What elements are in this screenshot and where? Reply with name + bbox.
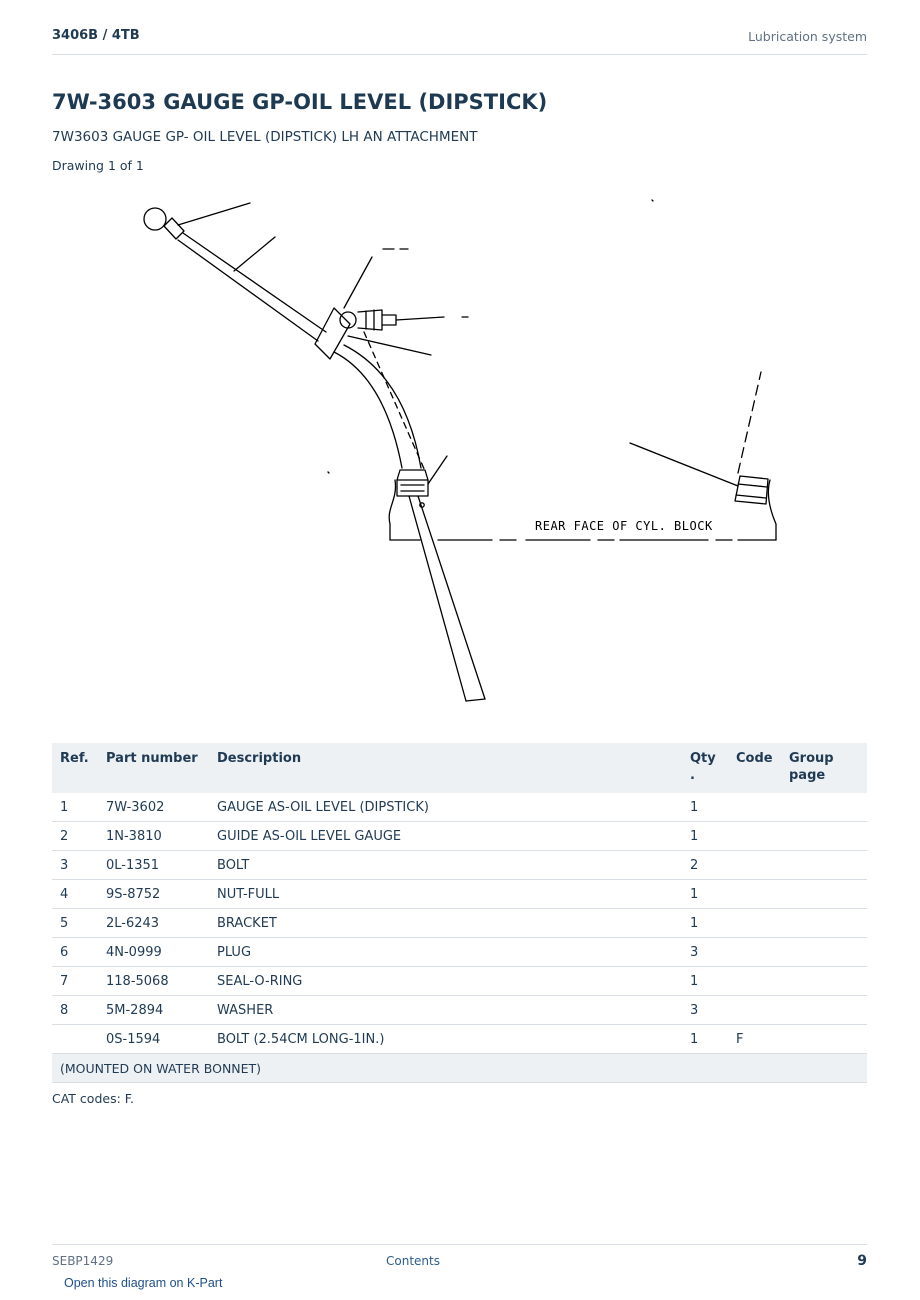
table-row — [52, 851, 867, 880]
row-code — [728, 880, 781, 909]
header-code: Code — [728, 743, 781, 793]
model-label: 3406B / 4TB — [52, 28, 140, 43]
section-label: Lubrication system — [748, 29, 867, 44]
row-group-page — [781, 851, 867, 880]
page-footer — [52, 1244, 867, 1275]
row-qty: 3 — [682, 938, 728, 967]
row-code — [728, 851, 781, 880]
row-qty: 3 — [682, 996, 728, 1025]
document-id: SEBP1429 — [52, 1254, 114, 1268]
row-ref: 8 — [52, 996, 98, 1025]
row-part-number: 5M-2894 — [98, 996, 209, 1025]
row-code — [728, 967, 781, 996]
row-qty: 1 — [682, 793, 728, 822]
row-part-number: 4N-0999 — [98, 938, 209, 967]
page-header — [52, 28, 867, 55]
row-code — [728, 938, 781, 967]
row-description: PLUG — [209, 938, 682, 967]
row-group-page — [781, 909, 867, 938]
right-plug — [735, 476, 768, 504]
header-description: Description — [209, 743, 682, 793]
row-group-page — [781, 880, 867, 909]
table-row — [52, 793, 867, 822]
cat-codes-note: CAT codes: F. — [52, 1091, 134, 1106]
page-number: 9 — [857, 1253, 867, 1269]
row-description: GAUGE AS-OIL LEVEL (DIPSTICK) — [209, 793, 682, 822]
row-part-number: 7W-3602 — [98, 793, 209, 822]
row-code — [728, 793, 781, 822]
row-part-number: 9S-8752 — [98, 880, 209, 909]
row-description: GUIDE AS-OIL LEVEL GAUGE — [209, 822, 682, 851]
row-ref: 2 — [52, 822, 98, 851]
dipstick-ferrule — [164, 218, 184, 239]
drawing-count: Drawing 1 of 1 — [52, 158, 144, 173]
row-group-page — [781, 996, 867, 1025]
row-part-number: 0S-1594 — [98, 1025, 209, 1054]
row-group-page — [781, 938, 867, 967]
table-row — [52, 880, 867, 909]
row-group-page — [781, 1025, 867, 1054]
row-group-page — [781, 967, 867, 996]
row-description: BOLT (2.54CM LONG-1IN.) — [209, 1025, 682, 1054]
page-subtitle: 7W3603 GAUGE GP- OIL LEVEL (DIPSTICK) LH AN ATTACHMENT — [52, 129, 478, 145]
row-part-number: 118-5068 — [98, 967, 209, 996]
row-description: WASHER — [209, 996, 682, 1025]
kpart-diagram-link[interactable]: Open this diagram on K-Part — [64, 1276, 223, 1290]
row-ref: 7 — [52, 967, 98, 996]
parts-table-header — [52, 743, 867, 793]
header-group-page: Group page — [781, 743, 867, 793]
row-code: F — [728, 1025, 781, 1054]
row-code — [728, 909, 781, 938]
header-part-number: Part number — [98, 743, 209, 793]
dipstick-handle-ring — [144, 208, 166, 230]
bracket-clamp — [315, 308, 350, 359]
row-qty: 1 — [682, 1025, 728, 1054]
block-face-label: REAR FACE OF CYL. BLOCK — [535, 519, 713, 533]
row-description: NUT-FULL — [209, 880, 682, 909]
row-group-page — [781, 793, 867, 822]
parts-diagram — [120, 188, 800, 718]
row-ref: 4 — [52, 880, 98, 909]
row-part-number: 2L-6243 — [98, 909, 209, 938]
table-row — [52, 938, 867, 967]
table-row — [52, 967, 867, 996]
row-qty: 2 — [682, 851, 728, 880]
table-row — [52, 1025, 867, 1054]
row-code — [728, 822, 781, 851]
row-description: BRACKET — [209, 909, 682, 938]
header-ref: Ref. — [52, 743, 98, 793]
contents-link[interactable]: Contents — [386, 1254, 440, 1268]
row-qty: 1 — [682, 880, 728, 909]
table-note: (MOUNTED ON WATER BONNET) — [52, 1054, 867, 1083]
row-part-number: 1N-3810 — [98, 822, 209, 851]
row-description: SEAL-O-RING — [209, 967, 682, 996]
bracket-bolt — [340, 312, 356, 328]
page-title: 7W-3603 GAUGE GP-OIL LEVEL (DIPSTICK) — [52, 90, 548, 114]
table-row — [52, 996, 867, 1025]
row-ref: 3 — [52, 851, 98, 880]
parts-table — [52, 743, 867, 1083]
row-group-page — [781, 822, 867, 851]
row-qty: 1 — [682, 967, 728, 996]
row-ref — [52, 1025, 98, 1054]
row-ref: 5 — [52, 909, 98, 938]
row-ref: 1 — [52, 793, 98, 822]
row-qty: 1 — [682, 822, 728, 851]
table-note-row — [52, 1054, 867, 1083]
row-description: BOLT — [209, 851, 682, 880]
row-code — [728, 996, 781, 1025]
guide-fitting — [397, 470, 428, 480]
header-qty: Qty . — [682, 743, 728, 793]
row-ref: 6 — [52, 938, 98, 967]
row-part-number: 0L-1351 — [98, 851, 209, 880]
row-qty: 1 — [682, 909, 728, 938]
table-row — [52, 909, 867, 938]
table-row — [52, 822, 867, 851]
